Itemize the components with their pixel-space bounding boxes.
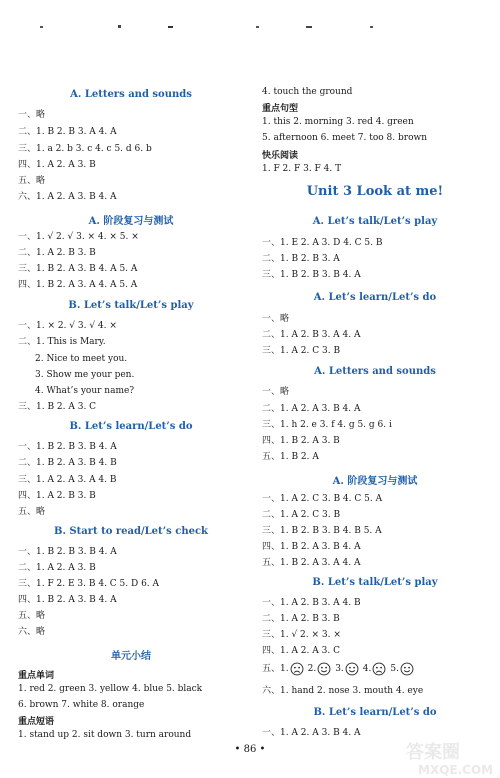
answer-line: 三、1. A 2. C 3. B — [262, 346, 341, 356]
unit-title: Unit 3 Look at me! — [306, 184, 444, 199]
answer-line: 1. F 2. F 3. F 4. T — [262, 164, 342, 174]
answer-line: 1. stand up 2. sit down 3. turn around — [18, 730, 192, 740]
subsection-label: 重点短语 — [18, 717, 55, 727]
subsection-label: 重点句型 — [262, 104, 299, 114]
answer-line: 四、1. A 2. A 3. C — [262, 646, 340, 656]
answer-line: 五、略 — [18, 507, 46, 517]
answer-line: 一、1. × 2. √ 3. √ 4. × — [18, 321, 117, 331]
smiley-face-icon — [317, 662, 331, 676]
answer-line: 二、1. A 2. A 3. B — [18, 563, 96, 573]
section-heading: B. Let’s talk/Let’s play — [312, 577, 438, 588]
answer-line: 五、略 — [18, 611, 46, 621]
answer-line: 2. Nice to meet you. — [35, 354, 128, 364]
answer-line: 6. brown 7. white 8. orange — [18, 700, 145, 710]
answer-line: 三、1. B 2. B 3. B 4. A — [262, 270, 361, 280]
answer-line: 三、1. F 2. E 3. B 4. C 5. D 6. A — [18, 579, 160, 589]
answer-line: 五、1. B 2. A — [262, 452, 319, 462]
answer-line: 二、1. A 2. C 3. B — [262, 510, 341, 520]
answer-line: 4. touch the ground — [262, 87, 353, 97]
answer-line: 二、1. A 2. A 3. B 4. A — [262, 404, 361, 414]
section-heading: A. Let’s talk/Let’s play — [312, 216, 438, 227]
face-answer-number: 5. — [390, 664, 399, 674]
answer-line: 二、1. A 2. B 3. A 4. A — [262, 330, 361, 340]
answer-line: 1. red 2. green 3. yellow 4. blue 5. black — [18, 684, 203, 694]
answer-line: 三、1. B 2. A 3. B 4. A 5. A — [18, 264, 138, 274]
section-heading: A. 阶段复习与测试 — [332, 476, 418, 487]
page-number: • 86 • — [234, 744, 266, 755]
section-heading: A. Let’s learn/Let’s do — [313, 292, 437, 303]
section-heading: 单元小结 — [111, 651, 151, 662]
section-heading: B. Start to read/Let’s check — [54, 526, 208, 537]
section-heading: A. Letters and sounds — [70, 89, 192, 100]
answer-line: 四、1. B 2. A 3. B 4. A — [18, 595, 117, 605]
answer-line: 三、1. √ 2. × 3. × — [262, 630, 341, 640]
answer-line: 四、1. A 2. A 3. B — [18, 160, 96, 170]
section-heading: A. Letters and sounds — [314, 366, 436, 377]
answer-line: 四、1. B 2. A 3. A 4. A 5. A — [18, 280, 138, 290]
answer-line: 五、1. B 2. A 3. A 4. A — [262, 558, 361, 568]
answer-line: 4. What’s your name? — [35, 386, 135, 396]
answer-line: 二、1. B 2. B 3. A — [262, 254, 340, 264]
answer-line: 二、1. B 2. B 3. A 4. A — [18, 127, 117, 137]
smiley-face-icon — [345, 662, 359, 676]
face-answer-number: 2. — [307, 664, 317, 674]
answer-line: 二、1. This is Mary. — [18, 337, 106, 347]
answer-line: 二、1. A 2. B 3. B — [18, 248, 96, 258]
answer-line: 四、1. B 2. A 3. B — [262, 436, 340, 446]
answer-line: 一、略 — [18, 110, 46, 120]
answer-line: 六、略 — [18, 627, 46, 637]
section-heading: B. Let’s learn/Let’s do — [313, 707, 437, 718]
answer-line: 四、1. B 2. A 3. B 4. A — [262, 542, 361, 552]
answer-line: 六、1. hand 2. nose 3. mouth 4. eye — [262, 686, 424, 696]
answer-line: 一、1. E 2. A 3. D 4. C 5. B — [262, 238, 383, 248]
answer-line: 一、1. √ 2. √ 3. × 4. × 5. × — [18, 232, 139, 242]
top-scan-marks — [0, 16, 500, 24]
answer-line: 二、1. B 2. A 3. B 4. B — [18, 458, 117, 468]
section-heading: B. Let’s learn/Let’s do — [69, 421, 193, 432]
face-answer-number: 3. — [335, 664, 344, 674]
answer-line: 一、1. A 2. C 3. B 4. C 5. A — [262, 494, 383, 504]
subsection-label: 重点单词 — [18, 671, 55, 681]
answer-line: 六、1. A 2. A 3. B 4. A — [18, 192, 117, 202]
answer-line: 二、1. A 2. B 3. B — [262, 614, 340, 624]
answer-line-faces — [262, 661, 418, 677]
answer-line: 三、1. B 2. A 3. C — [18, 402, 97, 412]
answer-line: 一、1. B 2. B 3. B 4. A — [18, 442, 117, 452]
answer-line: 三、1. B 2. B 3. B 4. B 5. A — [262, 526, 382, 536]
answer-line: 一、1. A 2. A 3. B 4. A — [262, 728, 361, 738]
answer-line: 五、略 — [18, 176, 46, 186]
answer-line: 一、1. A 2. B 3. A 4. B — [262, 598, 361, 608]
answer-line: 三、1. h 2. e 3. f 4. g 5. g 6. i — [262, 420, 392, 430]
face-answer-number: 4. — [362, 664, 372, 674]
faces-prefix: 五、 — [262, 664, 281, 674]
subsection-label: 快乐阅读 — [262, 151, 299, 161]
answer-line: 一、略 — [262, 314, 290, 324]
section-heading: B. Let’s talk/Let’s play — [68, 300, 194, 311]
svg-text:MXQE.COM: MXQE.COM — [418, 763, 494, 777]
answer-line: 一、1. B 2. B 3. B 4. A — [18, 547, 117, 557]
answer-line: 一、略 — [262, 387, 290, 397]
sad-face-icon — [372, 662, 386, 676]
section-heading: A. 阶段复习与测试 — [88, 216, 174, 227]
answer-line: 3. Show me your pen. — [35, 370, 135, 380]
answer-line: 1. this 2. morning 3. red 4. green — [262, 117, 414, 127]
answer-line: 5. afternoon 6. meet 7. too 8. brown — [262, 133, 427, 143]
answer-line: 四、1. A 2. B 3. B — [18, 491, 96, 501]
svg-text:答案圈: 答案圈 — [406, 742, 460, 763]
answer-line: 三、1. a 2. b 3. c 4. c 5. d 6. b — [18, 144, 152, 154]
smiley-face-icon — [400, 662, 414, 676]
face-answer-number: 1. — [280, 664, 289, 674]
answer-line: 三、1. A 2. A 3. A 4. B — [18, 475, 117, 485]
watermark-logo — [402, 736, 498, 778]
sad-face-icon — [290, 662, 304, 676]
